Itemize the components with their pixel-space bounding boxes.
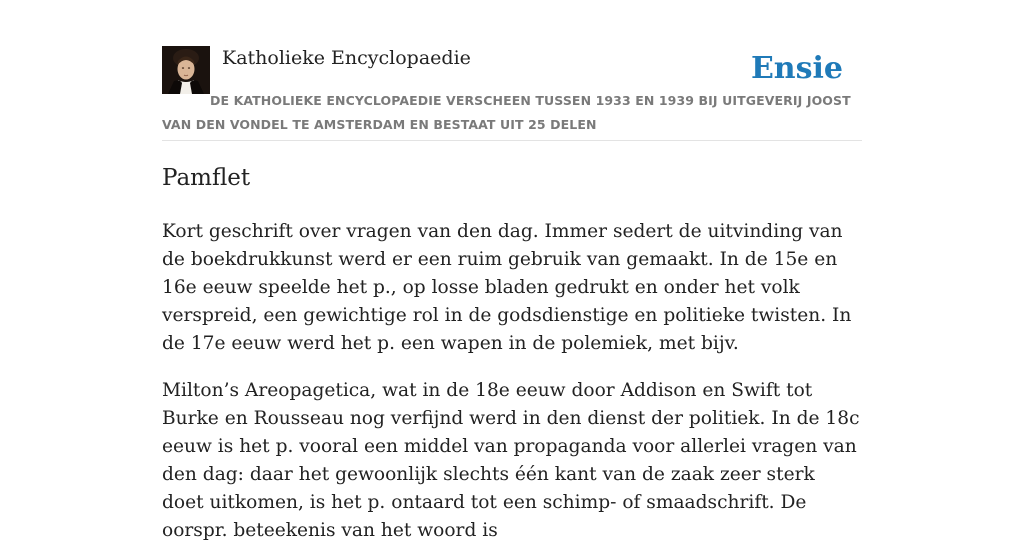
site-header [162, 46, 862, 141]
article-body [162, 160, 862, 545]
site-subtitle: DE KATHOLIEKE ENCYCLOPAEDIE VERSCHEEN TUSSEN 1933 EN 1939 BIJ UITGEVERIJ JOOST VAN DEN VONDEL TE AMSTERDAM EN BESTAAT UIT 25 DELEN [162, 93, 851, 132]
article-paragraph-2: Milton’s Areopagetica, wat in de 18e eeuw door Addison en Swift tot Burke en Rousseau nog verfijnd werd in den dienst der politiek. In de 18c eeuw is het p. vooral een middel van propaganda voor allerlei vragen van den dag: daar het gewoonlijk slechts één kant van de zaak zeer sterk doet uitkomen, is het p. ontaard tot een schimp- of smaadschrift. De oorspr. beteekenis van het woord is [162, 380, 860, 541]
portrait-avatar-icon[interactable] [162, 46, 210, 94]
article-paragraph-1: Kort geschrift over vragen van den dag. Immer sedert de uitvinding van de boekdrukkunst werd er een ruim gebruik van gemaakt. In de 15e en 16e eeuw speelde het p., op losse bladen gedrukt en onder het volk verspreid, een gewichtige rol in de godsdienstige en politieke twisten. In de 17e eeuw werd het p. een wapen in de polemiek, met bijv. [162, 221, 852, 354]
portrait-svg [162, 46, 210, 94]
site-title-link[interactable]: Katholieke Encyclopaedie [222, 47, 471, 69]
article-title: Pamflet [162, 165, 251, 191]
brand-logo-link[interactable]: Ensie [750, 51, 843, 86]
